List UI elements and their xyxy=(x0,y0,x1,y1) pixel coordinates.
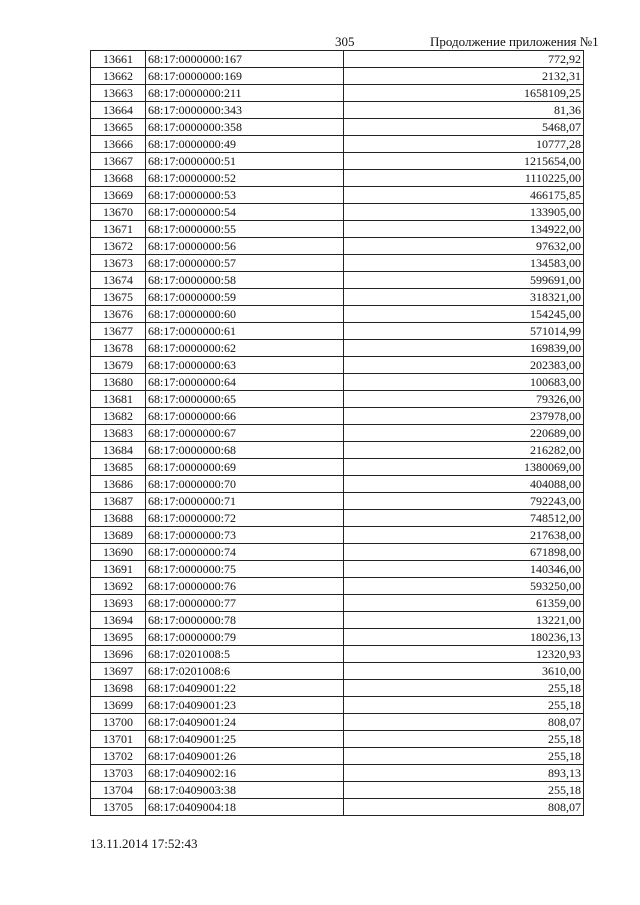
cadastral-value-table xyxy=(90,50,584,816)
cadastral-number-cell: 68:17:0000000:68 xyxy=(146,442,344,459)
value-cell: 2132,31 xyxy=(344,68,584,85)
row-number-cell: 13695 xyxy=(91,629,146,646)
value-cell: 169839,00 xyxy=(344,340,584,357)
row-number-cell: 13699 xyxy=(91,697,146,714)
cadastral-number-cell: 68:17:0000000:169 xyxy=(146,68,344,85)
value-cell: 593250,00 xyxy=(344,578,584,595)
table-row xyxy=(91,306,584,323)
table-row xyxy=(91,493,584,510)
value-cell: 255,18 xyxy=(344,731,584,748)
value-cell: 571014,99 xyxy=(344,323,584,340)
row-number-cell: 13661 xyxy=(91,51,146,68)
value-cell: 255,18 xyxy=(344,680,584,697)
value-cell: 792243,00 xyxy=(344,493,584,510)
row-number-cell: 13663 xyxy=(91,85,146,102)
value-cell: 255,18 xyxy=(344,697,584,714)
table-row xyxy=(91,476,584,493)
cadastral-number-cell: 68:17:0409002:16 xyxy=(146,765,344,782)
cadastral-number-cell: 68:17:0000000:60 xyxy=(146,306,344,323)
table-row xyxy=(91,544,584,561)
table-row xyxy=(91,391,584,408)
value-cell: 599691,00 xyxy=(344,272,584,289)
value-cell: 12320,93 xyxy=(344,646,584,663)
row-number-cell: 13691 xyxy=(91,561,146,578)
cadastral-number-cell: 68:17:0000000:61 xyxy=(146,323,344,340)
value-cell: 808,07 xyxy=(344,714,584,731)
row-number-cell: 13672 xyxy=(91,238,146,255)
value-cell: 893,13 xyxy=(344,765,584,782)
table-row xyxy=(91,799,584,816)
row-number-cell: 13662 xyxy=(91,68,146,85)
row-number-cell: 13704 xyxy=(91,782,146,799)
value-cell: 100683,00 xyxy=(344,374,584,391)
cadastral-number-cell: 68:17:0000000:72 xyxy=(146,510,344,527)
value-cell: 255,18 xyxy=(344,782,584,799)
row-number-cell: 13685 xyxy=(91,459,146,476)
cadastral-number-cell: 68:17:0409001:22 xyxy=(146,680,344,697)
cadastral-number-cell: 68:17:0000000:49 xyxy=(146,136,344,153)
cadastral-number-cell: 68:17:0409001:24 xyxy=(146,714,344,731)
cadastral-number-cell: 68:17:0000000:73 xyxy=(146,527,344,544)
row-number-cell: 13671 xyxy=(91,221,146,238)
row-number-cell: 13690 xyxy=(91,544,146,561)
cadastral-number-cell: 68:17:0000000:63 xyxy=(146,357,344,374)
row-number-cell: 13666 xyxy=(91,136,146,153)
row-number-cell: 13678 xyxy=(91,340,146,357)
value-cell: 748512,00 xyxy=(344,510,584,527)
row-number-cell: 13674 xyxy=(91,272,146,289)
cadastral-number-cell: 68:17:0000000:64 xyxy=(146,374,344,391)
table-row xyxy=(91,748,584,765)
table-row xyxy=(91,51,584,68)
cadastral-number-cell: 68:17:0409003:38 xyxy=(146,782,344,799)
value-cell: 140346,00 xyxy=(344,561,584,578)
cadastral-number-cell: 68:17:0201008:5 xyxy=(146,646,344,663)
cadastral-number-cell: 68:17:0000000:343 xyxy=(146,102,344,119)
row-number-cell: 13669 xyxy=(91,187,146,204)
table-row xyxy=(91,204,584,221)
value-cell: 1110225,00 xyxy=(344,170,584,187)
row-number-cell: 13694 xyxy=(91,612,146,629)
table-row xyxy=(91,289,584,306)
cadastral-number-cell: 68:17:0000000:53 xyxy=(146,187,344,204)
cadastral-number-cell: 68:17:0000000:58 xyxy=(146,272,344,289)
table-row xyxy=(91,68,584,85)
table-row xyxy=(91,357,584,374)
cadastral-number-cell: 68:17:0000000:55 xyxy=(146,221,344,238)
cadastral-number-cell: 68:17:0000000:66 xyxy=(146,408,344,425)
row-number-cell: 13664 xyxy=(91,102,146,119)
cadastral-number-cell: 68:17:0000000:52 xyxy=(146,170,344,187)
row-number-cell: 13682 xyxy=(91,408,146,425)
table-row xyxy=(91,221,584,238)
row-number-cell: 13700 xyxy=(91,714,146,731)
table-row xyxy=(91,340,584,357)
table-row xyxy=(91,629,584,646)
table-row xyxy=(91,323,584,340)
value-cell: 180236,13 xyxy=(344,629,584,646)
row-number-cell: 13679 xyxy=(91,357,146,374)
row-number-cell: 13702 xyxy=(91,748,146,765)
table-row xyxy=(91,102,584,119)
table-row xyxy=(91,697,584,714)
page-number: 305 xyxy=(335,34,355,49)
table-row xyxy=(91,731,584,748)
row-number-cell: 13675 xyxy=(91,289,146,306)
cadastral-number-cell: 68:17:0000000:70 xyxy=(146,476,344,493)
cadastral-number-cell: 68:17:0000000:69 xyxy=(146,459,344,476)
cadastral-number-cell: 68:17:0000000:57 xyxy=(146,255,344,272)
value-cell: 318321,00 xyxy=(344,289,584,306)
value-cell: 134922,00 xyxy=(344,221,584,238)
row-number-cell: 13697 xyxy=(91,663,146,680)
value-cell: 1658109,25 xyxy=(344,85,584,102)
table-row xyxy=(91,374,584,391)
cadastral-number-cell: 68:17:0000000:77 xyxy=(146,595,344,612)
table-row xyxy=(91,153,584,170)
table-row xyxy=(91,119,584,136)
cadastral-number-cell: 68:17:0000000:67 xyxy=(146,425,344,442)
cadastral-number-cell: 68:17:0000000:76 xyxy=(146,578,344,595)
table-row xyxy=(91,442,584,459)
row-number-cell: 13686 xyxy=(91,476,146,493)
table-row xyxy=(91,187,584,204)
value-cell: 404088,00 xyxy=(344,476,584,493)
table-row xyxy=(91,170,584,187)
value-cell: 1380069,00 xyxy=(344,459,584,476)
row-number-cell: 13680 xyxy=(91,374,146,391)
row-number-cell: 13665 xyxy=(91,119,146,136)
table-row xyxy=(91,561,584,578)
row-number-cell: 13677 xyxy=(91,323,146,340)
cadastral-number-cell: 68:17:0000000:167 xyxy=(146,51,344,68)
cadastral-number-cell: 68:17:0000000:54 xyxy=(146,204,344,221)
row-number-cell: 13703 xyxy=(91,765,146,782)
table-row xyxy=(91,510,584,527)
table-row xyxy=(91,782,584,799)
row-number-cell: 13668 xyxy=(91,170,146,187)
value-cell: 97632,00 xyxy=(344,238,584,255)
value-cell: 671898,00 xyxy=(344,544,584,561)
value-cell: 154245,00 xyxy=(344,306,584,323)
row-number-cell: 13667 xyxy=(91,153,146,170)
table-row xyxy=(91,255,584,272)
cadastral-number-cell: 68:17:0000000:211 xyxy=(146,85,344,102)
value-cell: 216282,00 xyxy=(344,442,584,459)
table-row xyxy=(91,578,584,595)
row-number-cell: 13688 xyxy=(91,510,146,527)
table-row xyxy=(91,595,584,612)
value-cell: 255,18 xyxy=(344,748,584,765)
table-row xyxy=(91,459,584,476)
value-cell: 134583,00 xyxy=(344,255,584,272)
row-number-cell: 13676 xyxy=(91,306,146,323)
cadastral-number-cell: 68:17:0000000:71 xyxy=(146,493,344,510)
table-row xyxy=(91,272,584,289)
value-cell: 81,36 xyxy=(344,102,584,119)
value-cell: 772,92 xyxy=(344,51,584,68)
cadastral-number-cell: 68:17:0000000:358 xyxy=(146,119,344,136)
table-row xyxy=(91,680,584,697)
cadastral-number-cell: 68:17:0000000:75 xyxy=(146,561,344,578)
table-row xyxy=(91,136,584,153)
row-number-cell: 13684 xyxy=(91,442,146,459)
cadastral-number-cell: 68:17:0000000:79 xyxy=(146,629,344,646)
table-row xyxy=(91,527,584,544)
table-row xyxy=(91,85,584,102)
table-body xyxy=(91,51,584,816)
value-cell: 237978,00 xyxy=(344,408,584,425)
cadastral-number-cell: 68:17:0000000:51 xyxy=(146,153,344,170)
cadastral-number-cell: 68:17:0201008:6 xyxy=(146,663,344,680)
table-row xyxy=(91,765,584,782)
row-number-cell: 13681 xyxy=(91,391,146,408)
row-number-cell: 13670 xyxy=(91,204,146,221)
row-number-cell: 13693 xyxy=(91,595,146,612)
row-number-cell: 13701 xyxy=(91,731,146,748)
value-cell: 1215654,00 xyxy=(344,153,584,170)
value-cell: 133905,00 xyxy=(344,204,584,221)
cadastral-number-cell: 68:17:0000000:65 xyxy=(146,391,344,408)
cadastral-number-cell: 68:17:0409001:25 xyxy=(146,731,344,748)
value-cell: 220689,00 xyxy=(344,425,584,442)
value-cell: 5468,07 xyxy=(344,119,584,136)
value-cell: 466175,85 xyxy=(344,187,584,204)
cadastral-number-cell: 68:17:0000000:56 xyxy=(146,238,344,255)
cadastral-number-cell: 68:17:0000000:78 xyxy=(146,612,344,629)
table-row xyxy=(91,663,584,680)
cadastral-number-cell: 68:17:0409001:26 xyxy=(146,748,344,765)
value-cell: 10777,28 xyxy=(344,136,584,153)
row-number-cell: 13705 xyxy=(91,799,146,816)
row-number-cell: 13687 xyxy=(91,493,146,510)
value-cell: 808,07 xyxy=(344,799,584,816)
table-row xyxy=(91,714,584,731)
table-row xyxy=(91,408,584,425)
row-number-cell: 13692 xyxy=(91,578,146,595)
cadastral-number-cell: 68:17:0000000:62 xyxy=(146,340,344,357)
table-row xyxy=(91,238,584,255)
row-number-cell: 13696 xyxy=(91,646,146,663)
row-number-cell: 13673 xyxy=(91,255,146,272)
cadastral-number-cell: 68:17:0000000:59 xyxy=(146,289,344,306)
value-cell: 217638,00 xyxy=(344,527,584,544)
footer-timestamp: 13.11.2014 17:52:43 xyxy=(90,836,198,851)
row-number-cell: 13698 xyxy=(91,680,146,697)
cadastral-number-cell: 68:17:0409001:23 xyxy=(146,697,344,714)
page-caption: Продолжение приложения №1 xyxy=(430,34,599,49)
table-row xyxy=(91,612,584,629)
table-row xyxy=(91,425,584,442)
value-cell: 3610,00 xyxy=(344,663,584,680)
value-cell: 202383,00 xyxy=(344,357,584,374)
cadastral-number-cell: 68:17:0000000:74 xyxy=(146,544,344,561)
table-row xyxy=(91,646,584,663)
value-cell: 13221,00 xyxy=(344,612,584,629)
row-number-cell: 13689 xyxy=(91,527,146,544)
row-number-cell: 13683 xyxy=(91,425,146,442)
value-cell: 61359,00 xyxy=(344,595,584,612)
value-cell: 79326,00 xyxy=(344,391,584,408)
cadastral-number-cell: 68:17:0409004:18 xyxy=(146,799,344,816)
